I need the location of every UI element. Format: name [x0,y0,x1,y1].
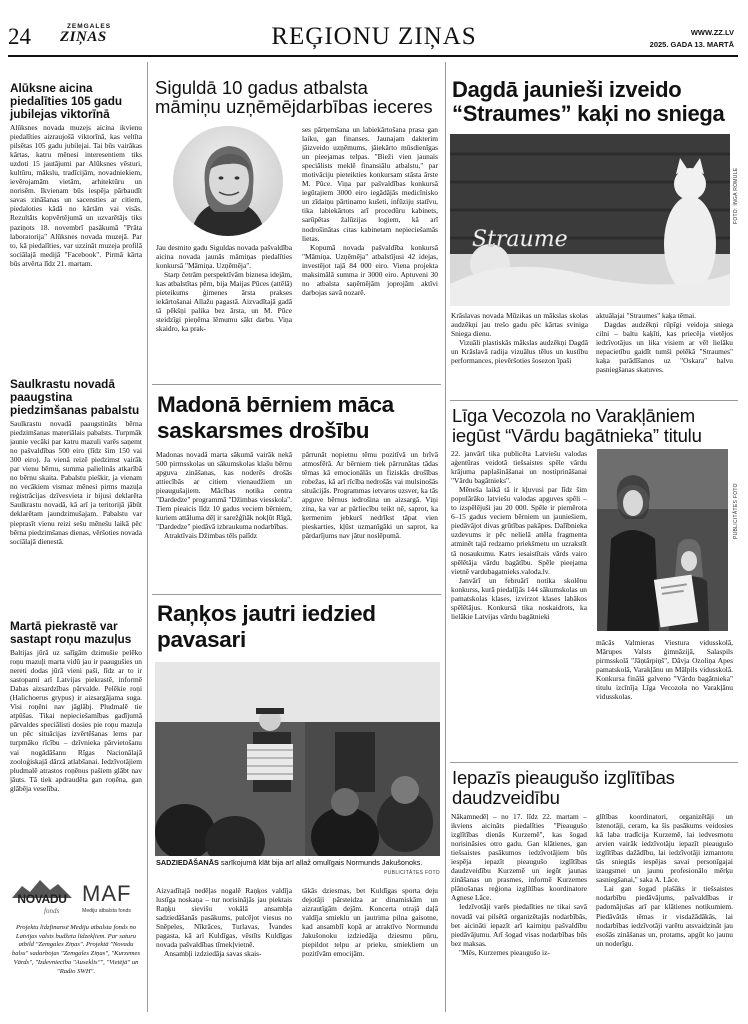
headline-line: Iepazīs pieaugušo izglītības [452,767,675,788]
paragraph: Atraktīvais Džimbas tēls palīdz [164,531,257,541]
novadu-text: NOVADU [17,892,67,906]
headline: Saulkrastu novadā paaugstina piedzimšanas pabalstu [10,377,140,417]
section-title: REĢIONU ZIŅAS [271,23,477,50]
paragraph: Nākamnedēļ – no 17. līdz 22. martam – ikviens aicināts piedalīties "Pieaugušo izglītības dienās Kurzemē", kas šogad norisināsies otro gadu. Gan klātienes, gan tiešsaistes pasākumos iedzīvotājiem būs iespēja iepazīt pieaugušo izglītības daudzveidību Kurzemē un iegūt jaunas zināšanas un prasmes, informē Kurzemes plānošanas reģiona izglītības koordinatore Agnese Lāce. [451,812,587,903]
page-number: 24 [8,24,31,49]
paragraph: Dagdas audzēkņi rūpīgi veidoja sniega cilni – baltu kaķīti, kas priecēja vietējos iedzīvotājus un lika visiem ar vēl lielāku nepacietību gaidīt tumši pelēkā "Straumes" kaķa parādīšanos uz "Oskara" balvu pasniegšanas skatuves. [596,320,733,375]
paragraph: Jau desmito gadu Siguldas novada pašvaldība aicina novada jaunās māmiņas piedalīties konkursā "Māmiņa. Uzņēmēja". [156,243,292,271]
section-divider [152,594,441,595]
vecozola-col2 [596,638,733,755]
section-divider [450,400,738,401]
dagda-photo-credit: FOTO: INGA ROMULE [733,167,739,224]
headline: Martā piekrastē var sastapt roņu mazuļus [10,619,132,646]
paragraph: mācās Valmieras Viestura vidusskolā, Mārupes Valsts ģimnāzijā, Salaspils pirmsskolā "Jāņtārpiņš", Dāvja Ozoliņa Apes pamatskolā, Varakļānu un Mālpils vidusskolā. Konkursa finālā galveno "Vārdu bagātnieka" titulu izcīnīja Līga Vecozola no Varakļānu vidusskolas. [596,638,733,702]
girl-with-diploma-image-icon [597,449,728,631]
novadu-fonds-logo [10,878,74,920]
paragraph: Lai gan šogad plašāks ir tiešsaistes nodarbību piedāvājums, pašvaldības ir padomājušas arī par klātienes notikumiem. Piedāvātās tēmas ir visdažādākās, lai nodarbības iedzīvotāji varētu atsvaidzināt jau esošās zināšanas un, protams, apgūt ko jaunu un noderīgu. [596,884,733,948]
headline-line: Siguldā 10 gadus atbalsta [155,77,368,98]
paragraph: glītības koordinatori, organizētāji un īstenotāji, ceram, ka šis pasākums veidosies kā laba tradīcija Kurzemē, lai iedvesmotu arvien vairāk iedzīvotāju iepazīt pieaugušo izglītības dažādību, lai iedzīvotāji izmantotu tās sniegtās iespējas savai personīgajai izaugsmei un jaunu profesionālo mērķu sasniegšanai," saka A. Lāce. [596,812,733,885]
caption-text: sarīkojumā klāt bija arī allaž omulīgais Normunds Jakušonoks. [218,858,423,867]
paragraph: aktuālajai "Straumes" kaķa tēmai. [596,311,697,320]
madona-headline [157,392,442,444]
paragraph: Kopumā novada pašvaldība konkursā "Māmiņa. Uzņēmēja" atbalstījusi 42 idejas, investējot tajā 84 000 eiro. Viena projekta maksimālā summa ir 3000 eiro. Aptuveni 30 no atbalsta saņēmējām joprojām aktīvi darbojas savā nozarē. [302,242,438,297]
paragraph: Baltijas jūrā uz salīgām dzimušie pelēko roņu mazuļi marta vidū jau ir paaugušies un nereti dodas jūrā vieni paši, līdz ar to ir sastopami arī Latvijas piekrastē, informē Dabas aizsardzības pārvalde. Pelēkie roņi (Halichoerus grypus) ir aizsargājama suga. Visi roņēni nav jāglābj. Pludmalē tie atpūšas. Tikai nepieciešamības gadījumā pārvaldes speciālisti dosies pie roņu mazuļa un pēc situācijas izvērtēšanas lems par turpmāko rīcību – dzīvnieka pārvietošanu vai nogādāšanu Rīgas Nacionālajā zooloģiskajā dārzā atlabšanai. Iedzīvotājiem pludmalē atrastos roņēnus pašiem glābt nav jāuts. Tā tiek apdraudēta gan roņēna, gan glābēja veselība. [10,648,142,793]
ranki-photo [155,662,440,856]
paragraph: Janvārī un februārī notika skolēnu konkurss, kurā piedalījās 144 sākumskolas un pamatskolas klases, izvirzot klases labākos spēlētājus. Konkursā tika noskaidrots, ka lielākie Latvijas vārdu bagātnieki [451,575,587,621]
dagda-photo [450,134,730,306]
paragraph: Iedzīvotāji varēs piedalīties ne tikai savā novadā vai pilsētā organizētajās nodarbībās, bet aicināti iepazīt arī kaimiņu pašvaldību piedāvājumu. Arī šogad visas nodarbības būs bez maksas. [451,902,587,948]
sidebar-article-ronis [10,620,142,866]
sidebar-article-aluksne [10,82,142,345]
paragraph: Vizuāli plastiskās mākslas audzēkņi Dagdā un Krāslavā radija vizuālus tēlus un kustību performances, pievēršoties šosezon īpaši [451,338,588,366]
section-divider [152,384,441,385]
headline: Alūksne aicina piedalīties 105 gadu jubilejas viktorīnā [10,81,123,121]
paragraph: Krāslavas novada Mūzikas un mākslas skolas audzēkņi jau trešo gadu pēc kārtas sviniga Sniega dienu. [451,311,588,339]
kurzeme-headline [452,768,742,808]
ranki-photo-credit: PUBLICITĀTES FOTO [384,870,440,876]
dagda-headline [452,78,742,126]
ranki-col1 [156,886,292,1016]
snow-lettering: Straume [472,227,568,252]
sigulda-headline [155,78,440,116]
portrait-image-icon [173,126,283,236]
paragraph: Ansambļi izdziedāja savas skais- [164,949,262,959]
dagda-col1 [451,311,588,395]
headline-line: Līga Vecozola no Varakļāniem [452,405,695,426]
paragraph: Alūksnes novada muzejs aicina ikvienu piedalīties aizraujošā viktorīnā, kas veltīta pilsētas 105 gadu jubilejai. Tai būs vairākas kārtas, katru mēnesi interesentiem tiks uzdoti 15 jautājumi par Alūksnes vēsturi, kultūru, mākslu, tradīcijām, novadniekiem, ievērojamām vietām, arhitektūru un norisēm. Ikvienam būs iespēja pārbaudīt savas zināšanas un sacensties ar citiem, piedaloties kādā no kārtām vai visās. Rezultāts kopvērtējumā un uzvarētājs tiks paziņots 18. novembrī pasākumā "Prāta laboratorija" Alūksnes novada muzejā. Par to, kā piedalīties, var uzzināt muzeja profilā sociālajā medijā "Facebook". Pirmā kārta būs atvērta līdz 21. martam. [10,123,142,268]
vecozola-photo-credit: PUBLICITĀTES FOTO [733,483,739,539]
website: WWW.ZZ.LV [690,28,734,37]
paragraph: Mēneša laikā tā ir kļuvusi par līdz šim populārāko latviešu valodas apguves spēli – to izspēlējuši jau 20 000. Spēle ir piemērota 6–15 gadus veciem bērniem un jauniešiem, piedāvājot divas grūtības pakāpes. Dalībnieka uzdevums ir pēc nelielā attēla fragmenta atminēt tajā redzamo priekšmetu un uzrakstīt tā nosaukumu. Katrs iesaistītais vārds vairo spēlētāja vārdu bagātību. Spēle pieejama vietnē vardubagatnieks.valoda.lv. [451,485,587,576]
headline-line: pavasari [157,627,246,652]
paragraph: tākās dziesmas, bet Kuldīgas sporta deju dejotāji pārsteidza ar dinamiskām un aizrautīgām dejām. Koncerta otrajā daļā valdīja smieklu un jautrima pilna gaisotne, kad ansamblī kopā ar atraktīvo Normundu Jakušonoku izdziedāja dziesmu pūru, piepildot telpu ar prieku, smiekliem un pozitīvām emocijām. [302,886,438,959]
accordion-performer-image-icon [155,662,440,856]
paragraph: 22. janvārī tika publicēta Latviešu valodas aģentūras veidotā tiešsaistes spēle vārdu krājuma paplašināšanai un nostiprināšanai "Vārdu bagātnieks". [451,449,587,486]
vecozola-headline [452,406,742,446]
paragraph: Aizvadītajā nedēļas nogalē Raņķos valdīja lustīga noskaņa – tur norisinājās jau piektais Raņķu sievišu vokālā ansambļa sadziedāšanās pasākums, pulcējot viesus no Snēpeles, Nīkrāces, Turlavas, Īvandes pagasta, kā arī Kuldīgas, vēstīts Kuldīgas novada pašvaldības tīmekļvietnē. [156,886,292,950]
paragraph: Starp četrām perspektīvām biznesa idejām, kas atbalstītas pērn, bija Maijas Pūces (attēlā) pieteikums ģimenes ārsta prakses iekārtošanai Allažu pagastā. Aizvadītajā gadā tā pēkšņi palika bez ārsta, un M. Pūce steidzīgi pieņēma lēmumu sākt darbu. Viņa skaidro, ka prak- [156,270,292,334]
novadu-sub-text: fonds [44,907,60,915]
ranki-caption [156,858,441,867]
sidebar-article-saulkrasti [10,378,142,605]
paragraph: pārrunāt nopietnu tēmu pozitīvā un brīvā atmosfērā. Ar bērniem tiek pārrunātas tādas tēmas kā emocionālās un fiziskās drošības robežas, kā arī rīcība nedrošās vai mulsinošās situācijās. Programmas ietvaros uzsver, ka tās apguve bērnus iedrošina un aizsargā. Viņi zina, ka var ar pārliecību teikt nē, saprot, ka ķermenim jebkurš nedrīkst tāpat vien pieskarties, kļūst uzmanīgāki un saprot, ka pārdarījums nav jātur noslēpumā. [302,450,438,541]
dagda-col2 [596,311,733,395]
vecozola-photo [597,449,728,631]
headline-line: māmiņu uzņēmējdarbības ieceres [155,96,433,117]
article-body [10,123,142,345]
paragraph: Saulkrastu novadā paaugstināts bērna piedzimšanas materiālais pabalsts. Turpmāk jaunie vecāki par katru mazuli varēs saņemt no pašvaldības 500 eiro (līdz šim 150 vai 300 eiro). Ja vienā reizē piedzimst vairāk par vienu bērnu, summa palielinās atkarībā no bērnu skaita. Pabalstu pieškir, ja vienam no vecākiem vismaz mēnesi pirms mazuļa reģistrācijas dzīvesvieta ir bijusi deklarēta Saulkrastu novadā, kā arī ja teritorijā jābūt deklarētam jaundzimušajam. Pabalstu var pieprasīt vienu reizi sešu mēnešu laikā pēc bērna piedzimšanas dienas, vēršoties novada sociālajā dienestā. [10,419,142,546]
funding-note: Projektu līdzfinansē Mediju atbalsta fonds no Latvijas valsts budžeta līdzekļiem. Par saturu atbild "Zemgales Ziņas". Projektā "Novadu balss" sadarbojas "Zemgales Ziņas", "Kurzemes Vārds", "Izdevniecība "Auseklis"", "Vietējā" un "Radio SWH". [11,924,141,975]
ranki-headline [157,601,442,653]
caption-bold: SADZIEDĀŠANĀS [156,858,219,867]
issue-date: 2025. GADA 13. MARTĀ [649,40,734,49]
sidebar-divider [147,62,148,1012]
paragraph: "Mēs, Kurzemes pieaugušo iz- [459,947,550,957]
kurzeme-col2 [596,812,733,1017]
headline-line: daudzveidību [452,787,560,808]
headline-line: saskarsmes drošību [157,418,370,443]
sigulda-col1 [156,243,292,370]
headline-line: Raņķos jautri iedzied [157,601,376,626]
maf-logo: MAF [82,881,132,906]
column-divider [445,62,446,1012]
headline-line: “Straumes” kaķi no sniega [452,101,725,126]
maf-sub-text: Mediju atbalsta fonds [82,908,132,914]
header-rule [8,55,738,57]
paragraph: Madonas novadā marta sākumā vairāk nekā 500 pirmsskolas un sākumskolas klašu bērnu apguva zināšanas, kas noderēs drošās attiecībās ar citiem vienaudžiem un pieaugušajiem. Mācības notika centra "Dardedze" programmā "Džimbas viesskola". Tiem pieaicis līdz 10 gadus veciem bērniem, kuriem attāluma dēļ ir sarežģītāk nokļūt Rīgā, "Dardedze" piedāvā izbraukuma nodarbības. [156,450,292,532]
headline-line: Madonā bērniem māca [157,392,394,417]
article-body [10,648,142,866]
ranki-col2 [302,886,438,1016]
portrait-photo [173,126,283,236]
logo-small-text: ZEMGALES [66,23,112,30]
madona-col1 [156,450,292,590]
kurzeme-col1 [451,812,587,1017]
section-divider [450,762,738,763]
article-body [10,419,142,605]
headline-line: iegūst “Vārdu bagātnieka” titulu [452,425,702,446]
headline-line: Dagdā jaunieši izveido [452,77,682,102]
vecozola-col1 [451,449,587,755]
madona-col2 [302,450,438,590]
funding-logos [10,878,142,924]
snow-cat-image-icon [450,134,730,306]
logo-big-text: ZIŅAS [60,29,107,45]
sigulda-col2 [302,125,438,375]
paragraph: ses pārņemšana un labiekārtošana prasa gan laiku, gan finanses. Jaunajam dakterim jāizveido uzņēmums, jāiekārto mūsdienīgas un pieejamas telpas. "Bieži vien jaunais speciālists meklē finansiālu atbalstu," par motivāciju pieteikties konkursam stāsta ārste M. Pūce. Viņa par pašvaldības konkursā iegūtajiem 3000 eiro iegādājās medicīnisko un zīdaiņu pārtinamo kušeti, infūziju statīvu, tika labiekārtots arī procedūru kabinets, sarūpētas žalūzijas logiem, kā arī nodrošinātas citas kabinetam nepieciešamās lietas. [302,125,438,243]
